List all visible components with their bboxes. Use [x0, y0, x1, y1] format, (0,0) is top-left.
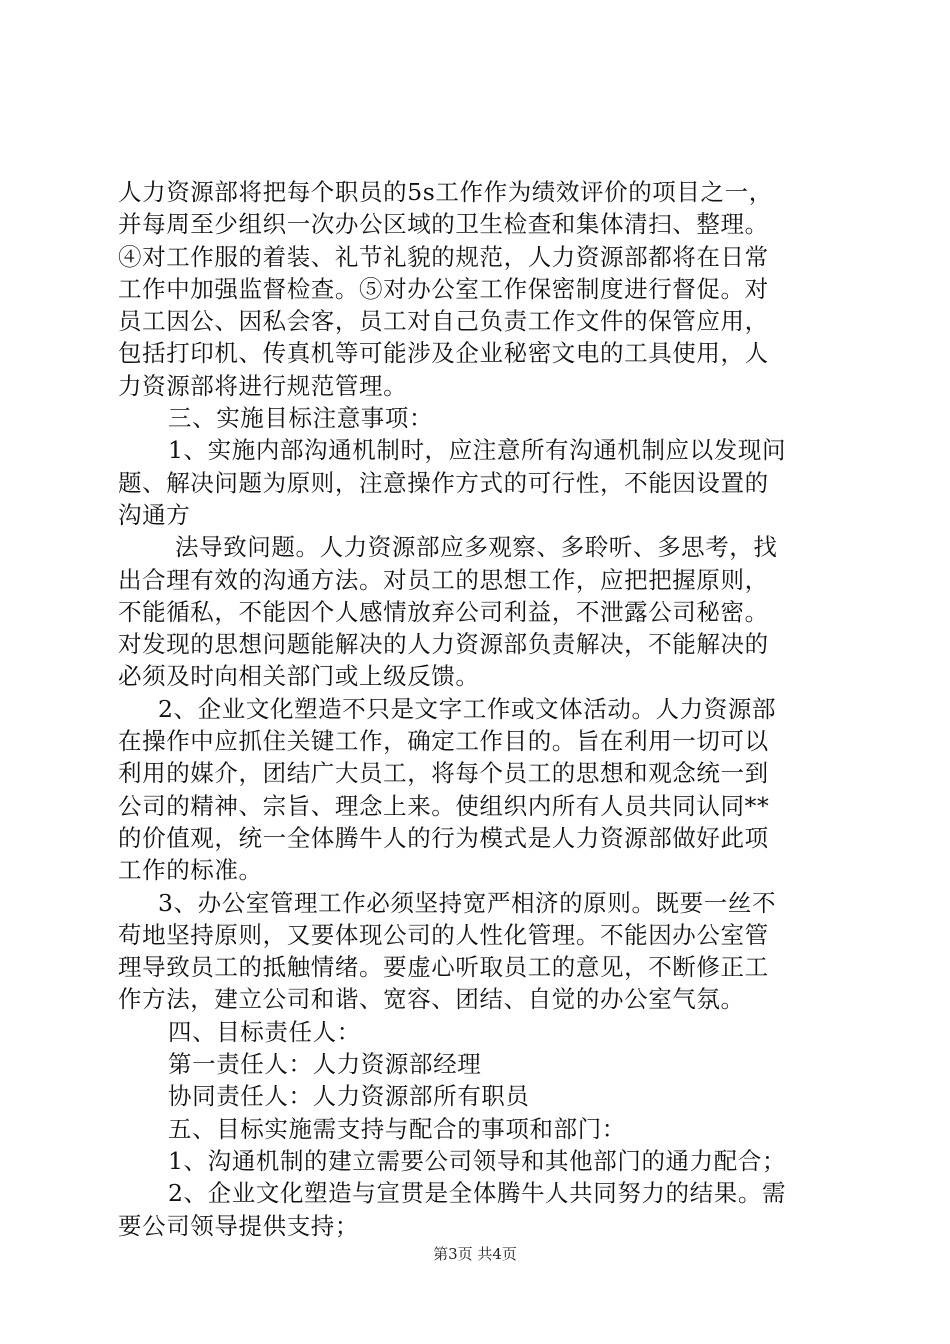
section-heading: 四、目标责任人：	[168, 1017, 361, 1046]
text-line: 协同责任人：人力资源部所有职员	[168, 1082, 530, 1111]
document-body	[118, 176, 848, 1242]
text-line: 对发现的思想问题能解决的人力资源部负责解决，不能解决的	[118, 630, 769, 659]
text-line: 不能循私，不能因个人感情放弃公司利益，不泄露公司秘密。	[118, 597, 769, 626]
page-footer: 第3页 共4页	[433, 1245, 517, 1263]
text-line: 1、实施内部沟通机制时，应注意所有沟通机制应以发现问	[168, 436, 787, 465]
text-line: 第一责任人：人力资源部经理	[168, 1050, 482, 1079]
text-line: 公司的精神、宗旨、理念上来。使组织内所有人员共同认同**	[118, 791, 770, 820]
text-line: 法导致问题。人力资源部应多观察、多聆听、多思考，找	[175, 533, 778, 562]
text-line: 必须及时向相关部门或上级反馈。	[118, 662, 480, 691]
text-line: 理导致员工的抵触情绪。要虚心听取员工的意见，不断修正工	[118, 953, 769, 982]
text-line: 2、企业文化塑造与宣贯是全体腾牛人共同努力的结果。需	[168, 1179, 787, 1208]
section-heading: 三、实施目标注意事项：	[168, 404, 434, 433]
text-line: 出合理有效的沟通方法。对员工的思想工作，应把把握原则，	[118, 565, 769, 594]
text-line: 员工因公、因私会客，员工对自己负责工作文件的保管应用，	[118, 307, 769, 336]
text-line: 包括打印机、传真机等可能涉及企业秘密文电的工具使用，人	[118, 339, 769, 368]
text-line: 工作的标准。	[118, 856, 263, 885]
text-line: 并每周至少组织一次办公区域的卫生检查和集体清扫、整理。	[118, 210, 769, 239]
text-line: 沟通方	[118, 500, 191, 529]
text-line: 的价值观，统一全体腾牛人的行为模式是人力资源部做好此项	[118, 823, 769, 852]
text-line: 题、解决问题为原则，注意操作方式的可行性，不能因设置的	[118, 468, 769, 497]
text-line: 人力资源部将把每个职员的5s工作作为绩效评价的项目之一，	[118, 178, 773, 206]
text-line: 力资源部将进行规范管理。	[118, 371, 408, 400]
text-line: ④对工作服的着装、礼节礼貌的规范，人力资源部都将在日常	[118, 242, 769, 271]
text-line: 2、企业文化塑造不只是文字工作或文体活动。人力资源部	[158, 694, 777, 723]
text-line: 工作中加强监督检查。⑤对办公室工作保密制度进行督促。对	[118, 274, 769, 303]
text-line: 1、沟通机制的建立需要公司领导和其他部门的通力配合；	[168, 1146, 787, 1175]
text-line: 利用的媒介，团结广大员工，将每个员工的思想和观念统一到	[118, 759, 769, 788]
text-line: 作方法，建立公司和谐、宽容、团结、自觉的办公室气氛。	[118, 985, 745, 1014]
text-line: 苟地坚持原则，又要体现公司的人性化管理。不能因办公室管	[118, 920, 769, 949]
text-line: 要公司领导提供支持；	[118, 1211, 359, 1240]
text-line: 在操作中应抓住关键工作，确定工作目的。旨在利用一切可以	[118, 727, 769, 756]
text-line: 3、办公室管理工作必须坚持宽严相济的原则。既要一丝不	[158, 888, 777, 917]
section-heading: 五、目标实施需支持与配合的事项和部门：	[168, 1114, 626, 1143]
